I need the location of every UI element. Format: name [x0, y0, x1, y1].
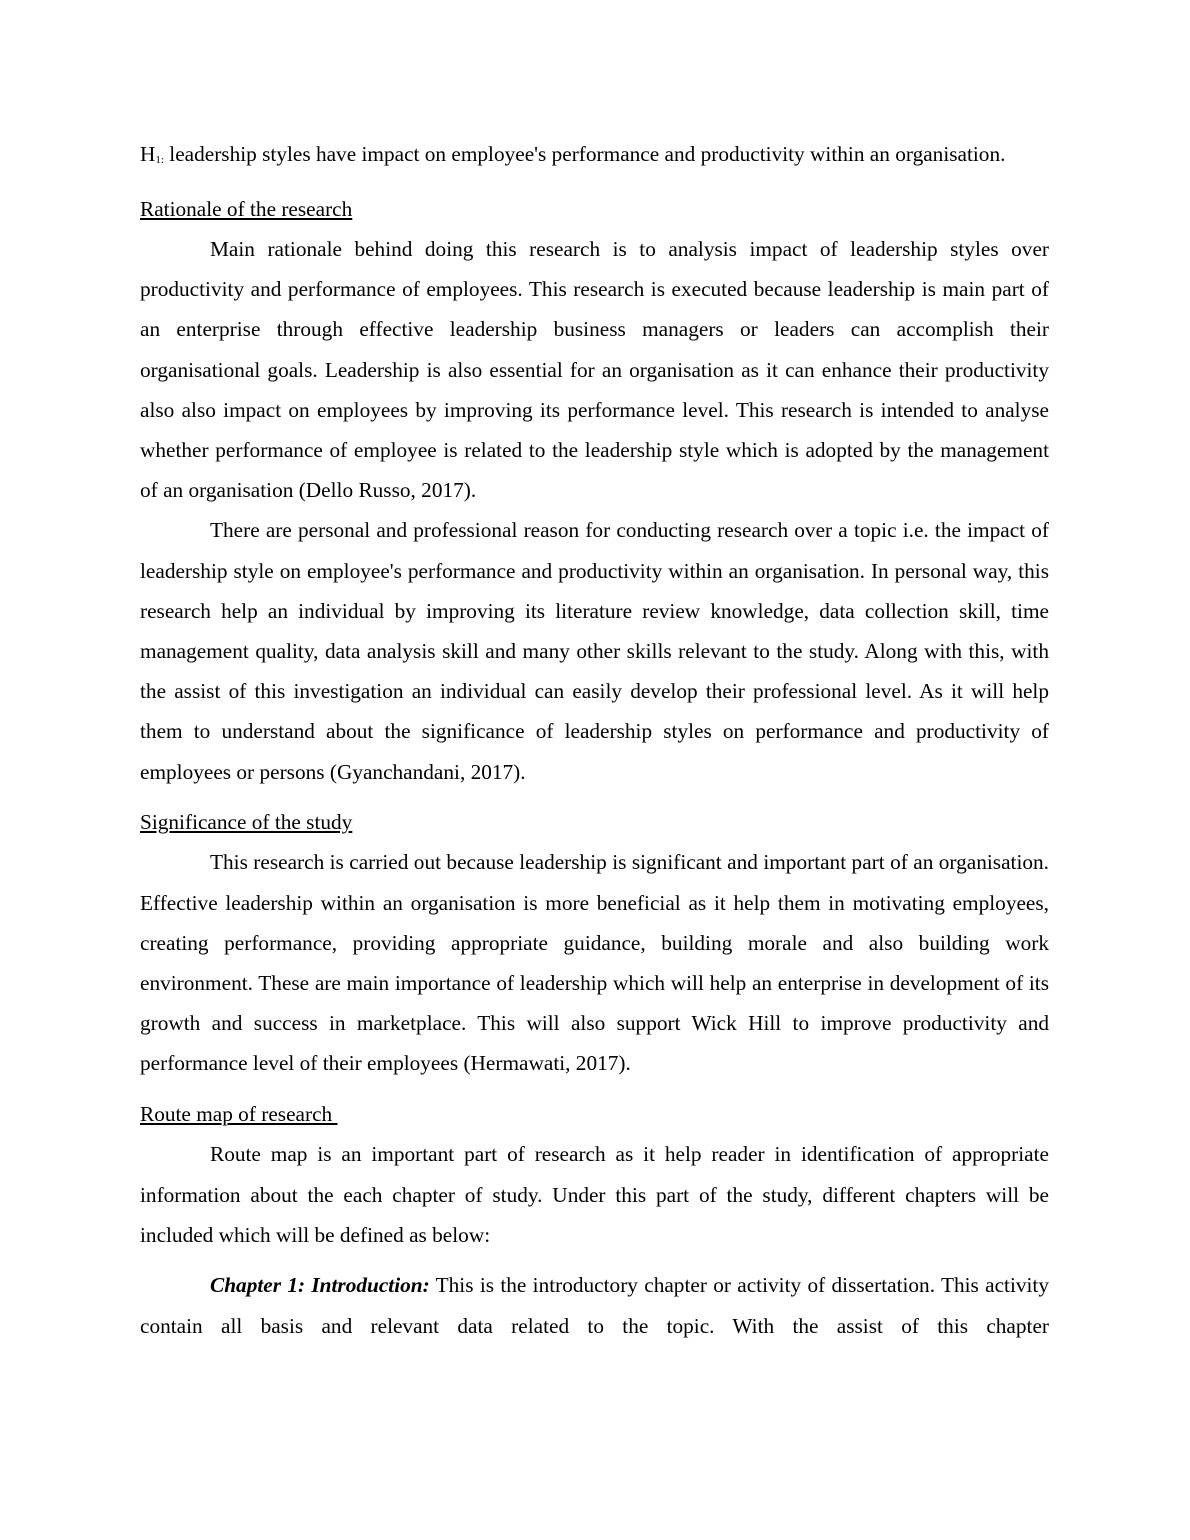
hypothesis-subscript: 1:: [155, 154, 164, 166]
document-page: [140, 134, 1049, 1346]
rationale-paragraph-1: Main rationale behind doing this research is to analysis impact of leadership styles over productivity and performance of employees. This research is executed because leadership is main part of an enterprise through effective leadership business managers or leaders can accomplish their organisational goals. Leadership is also essential for an organisation as it can enhance their productivity also also impact on employees by improving its performance level. This research is intended to analyse whether performance of employee is related to the leadership style which is adopted by the management of an organisation (Dello Russo, 2017).: [140, 236, 1049, 503]
rationale-heading: Rationale of the research: [140, 196, 353, 221]
rationale-paragraph-2: There are personal and professional reason for conducting research over a topic i.e. the impact of leadership style on employee's performance and productivity within an organisation. In personal way, this research help an individual by improving its literature review knowledge, data collection skill, time management quality, data analysis skill and many other skills relevant to the study. Along with this, with the assist of this investigation an individual can easily develop their professional level. As it will help them to understand about the significance of leadership styles on performance and productivity of employees or persons (Gyanchandani, 2017).: [140, 518, 1049, 784]
hypothesis-statement: [140, 134, 1049, 178]
hypothesis-text: leadership styles have impact on employee's performance and productivity within an organisation.: [163, 142, 1006, 166]
chapter-1-label: Chapter 1: Introduction:: [210, 1273, 430, 1298]
chapter-1-text: This is the introductory chapter or activity of dissertation. This activity contain all basis and relevant data related to the topic. With the assist of this chapter: [140, 1273, 1049, 1338]
route-map-paragraph: Route map is an important part of research as it help reader in identification of appropriate information about the each chapter of study. Under this part of the study, different chapters will be included which will be defined as below:: [140, 1142, 1049, 1247]
chapter-1-paragraph: [140, 1265, 1049, 1345]
route-map-heading: Route map of research: [140, 1102, 338, 1127]
significance-heading: Significance of the study: [140, 810, 353, 835]
significance-paragraph: This research is carried out because leadership is significant and important part of an organisation. Effective leadership within an organisation is more beneficial as it help them in motivating employees, creating performance, providing appropriate guidance, building morale and also building work environment. These are main importance of leadership which will help an enterprise in development of its growth and success in marketplace. This will also support Wick Hill to improve productivity and performance level of their employees (Hermawati, 2017).: [140, 850, 1049, 1076]
hypothesis-label: H: [140, 142, 156, 166]
